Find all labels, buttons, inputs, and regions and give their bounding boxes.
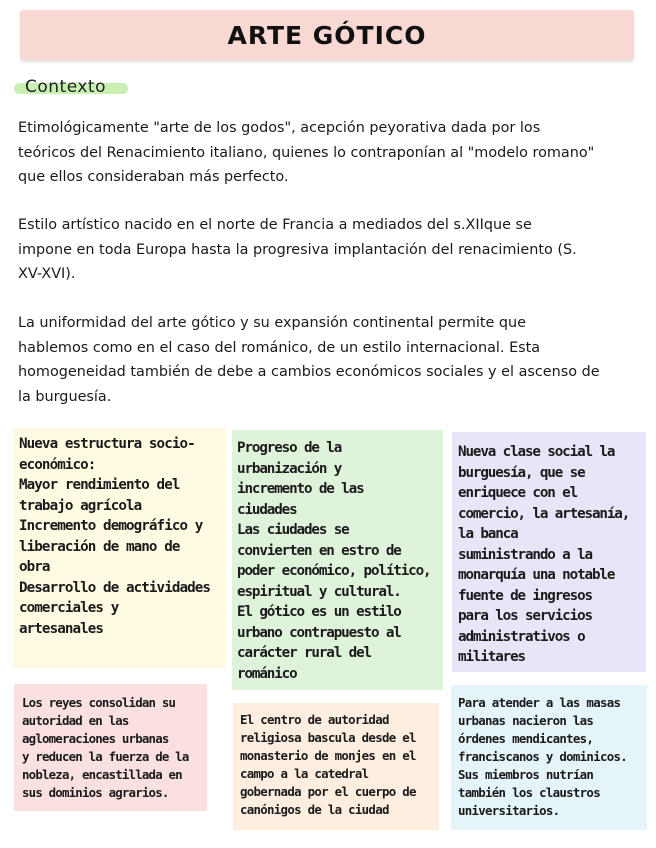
text-line: gobernada por el cuerpo de bbox=[240, 784, 416, 799]
text-line: espiritual y cultural. bbox=[237, 583, 401, 600]
text-line: hablemos como en el caso del románico, de un estilo internacional. Esta bbox=[18, 339, 541, 356]
text-line: canónigos de la ciudad bbox=[240, 802, 389, 817]
text-line: El centro de autoridad bbox=[240, 712, 389, 727]
text-line: Nueva estructura socio- bbox=[19, 436, 195, 452]
card-urbanization bbox=[232, 430, 443, 690]
page-title: ARTE GÓTICO bbox=[227, 20, 427, 50]
text-line: Los reyes consolidan su bbox=[22, 695, 176, 710]
text-line: liberación de mano de bbox=[19, 538, 180, 555]
text-line: poder económico, político, bbox=[237, 563, 431, 579]
text-line: universitarios. bbox=[458, 803, 560, 818]
text-line: monarquía una notable bbox=[458, 567, 615, 583]
text-line: franciscanos y dominicos. bbox=[458, 749, 627, 764]
text-line: Estilo artístico nacido en el norte de Francia a mediados del s.XIIque se bbox=[18, 217, 532, 233]
card-bourgeoisie bbox=[452, 432, 646, 672]
text-line: XV-XVI). bbox=[18, 266, 76, 282]
text-line: Desarrollo de actividades bbox=[19, 579, 211, 596]
text-line: que ellos consideraban más perfecto. bbox=[18, 169, 289, 185]
text-line: La uniformidad del arte gótico y su expansión continental permite que bbox=[18, 315, 527, 331]
text-line: convierten en estro de bbox=[237, 542, 401, 559]
text-line: románico bbox=[237, 665, 297, 682]
text-line: aglomeraciones urbanas bbox=[22, 731, 169, 746]
text-line: Incremento demográfico y bbox=[19, 518, 203, 534]
text-line: homogeneidad también de debe a cambios económicos sociales y el ascenso de bbox=[18, 364, 600, 380]
text-line: Las ciudades se bbox=[237, 522, 349, 538]
text-line: campo a la catedral bbox=[240, 766, 369, 781]
text-line: Mayor rendimiento del bbox=[19, 477, 180, 493]
text-line: teóricos del Renacimiento italiano, quienes lo contraponían al "modelo romano" bbox=[18, 144, 595, 161]
text-line: económico: bbox=[19, 456, 96, 473]
text-line: obra bbox=[19, 559, 50, 575]
text-line: Sus miembros nutrían bbox=[458, 767, 594, 782]
text-line: urbano contrapuesto al bbox=[237, 624, 401, 641]
text-line: suministrando a la bbox=[458, 546, 592, 563]
paragraph-origin bbox=[18, 213, 638, 287]
text-line: Progreso de la bbox=[237, 440, 342, 456]
text-line: artesanales bbox=[19, 620, 104, 637]
title-banner bbox=[20, 10, 634, 60]
text-line: incremento de las bbox=[237, 481, 364, 497]
text-line: ciudades bbox=[237, 501, 297, 518]
text-line: trabajo agrícola bbox=[19, 497, 142, 514]
paragraph-uniformity bbox=[18, 311, 638, 409]
card-religious-authority bbox=[233, 703, 439, 830]
text-line: militares bbox=[458, 649, 525, 665]
text-line: comerciales y bbox=[19, 600, 119, 616]
text-line: sus dominios agrarios. bbox=[22, 785, 169, 800]
text-line: Nueva clase social la bbox=[458, 444, 615, 460]
text-line: y reducen la fuerza de la bbox=[22, 749, 189, 764]
text-line: monasterio de monjes en el bbox=[240, 748, 416, 763]
card-kings bbox=[14, 684, 207, 811]
text-line: nobleza, encastillada en bbox=[22, 767, 182, 782]
text-line: órdenes mendicantes, bbox=[458, 731, 594, 746]
text-line: impone en toda Europa hasta la progresiva implantación del renacimiento (S. bbox=[18, 241, 577, 258]
text-line: religiosa bascula desde el bbox=[240, 730, 416, 745]
text-line: carácter rural del bbox=[237, 645, 371, 661]
text-line: El gótico es un estilo bbox=[237, 604, 401, 620]
section-heading-text: Contexto bbox=[25, 77, 106, 97]
text-line: la banca bbox=[458, 526, 518, 542]
text-line: también los claustros bbox=[458, 785, 600, 800]
text-line: la burguesía. bbox=[18, 388, 112, 405]
text-line: Para atender a las masas bbox=[458, 695, 621, 710]
text-line: para los servicios bbox=[458, 608, 592, 624]
text-line: burguesía, que se bbox=[458, 464, 585, 481]
text-line: fuente de ingresos bbox=[458, 587, 592, 604]
card-socioeconomic bbox=[13, 428, 226, 668]
text-line: Etimológicamente "arte de los godos", acepción peyorativa dada por los bbox=[18, 120, 541, 136]
text-line: urbanización y bbox=[237, 460, 342, 477]
text-line: administrativos o bbox=[458, 628, 585, 645]
section-heading bbox=[14, 77, 106, 99]
card-mendicant-orders bbox=[451, 685, 647, 830]
text-line: comercio, la artesanía, bbox=[458, 505, 630, 522]
text-line: autoridad en las bbox=[22, 713, 129, 728]
text-line: enriquece con el bbox=[458, 485, 578, 501]
paragraph-etymology bbox=[18, 116, 638, 190]
text-line: urbanas nacieron las bbox=[458, 713, 594, 728]
